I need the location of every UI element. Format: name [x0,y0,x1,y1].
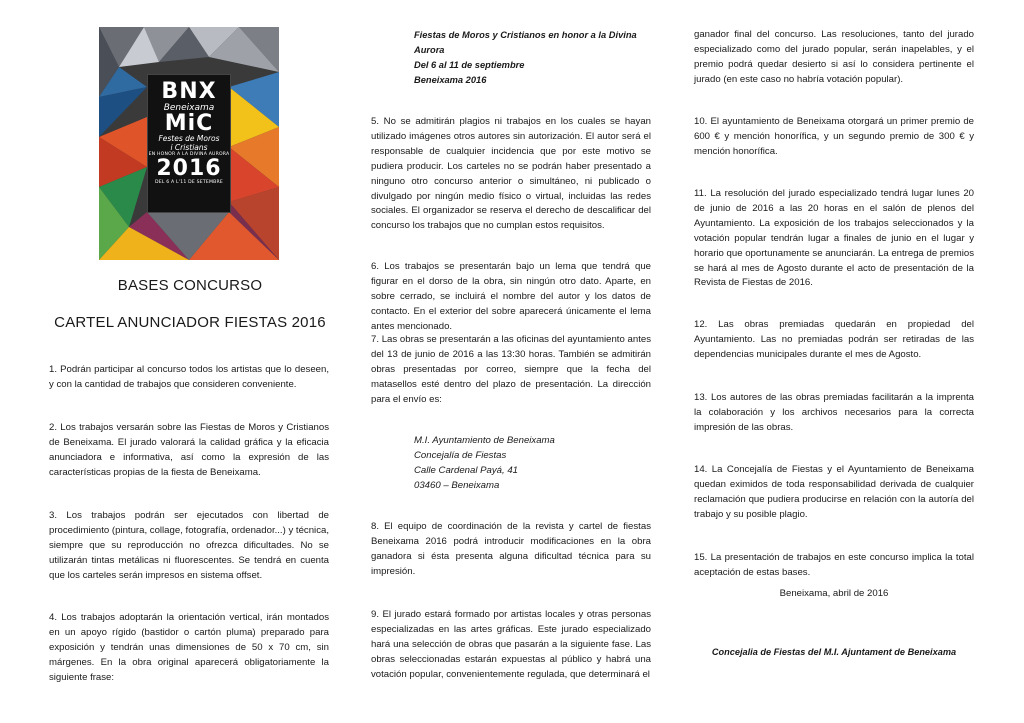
mandatory-phrase-line4: Beneixama 2016 [414,74,487,85]
mandatory-phrase-line1: Fiestas de Moros y Cristianos en honor a la Divina [414,30,637,40]
poster-honor: EN HONOR A LA DIVINA AURORA [148,152,230,157]
heading-bases-concurso: BASES CONCURSO [117,277,263,294]
mandatory-phrase [414,28,644,88]
poster-year: 2016 [156,156,222,181]
postal-address [414,434,634,494]
address-line1: M.I. Ayuntamiento de Beneixama [414,435,555,446]
clause-6: 6. Los trabajos se presentarán bajo un lema que tendrá que figurar en el dorso de la obra, sin ningún otro dato. Aparte, en sobre cerrado, se incluirá el nombre del autor y los datos de contacto. En el exterior del sobre aparecerá únicamente el lema antes mencionado. [371,261,651,332]
clause-2: 2. Los trabajos versarán sobre las Fiestas de Moros y Cristianos de Beneixama. El jurado valorará la calidad gráfica y la eficacia anunciadora e informativa, así como la expresión de las características propias de la fiesta de Beneixama. [49,422,329,478]
address-line2: Concejalía de Fiestas [414,449,507,461]
clause-7: 7. Las obras se presentarán a las oficinas del ayuntamiento antes del 13 de junio de 2016 a las 13:30 horas. También se admitirán obras presentadas por correo, siempre que la fecha del matasellos esté dentro del plazo de presentación. La dirección para el envío es: [371,334,651,405]
signature-concejalia: Concejalia de Fiestas del M.I. Ajuntament de Beneixama [711,647,957,657]
address-line4: 03460 – Beneixama [414,479,500,491]
clause-8: 8. El equipo de coordinación de la revista y cartel de fiestas Beneixama 2016 podrá introducir modificaciones en la obra ganadora si ésta presenta alguna dificultad técnica para su impresión. [371,521,651,577]
poster-mic: MiC [164,111,214,136]
clause-1: 1. Podrán participar al concurso todos los artistas que lo deseen, y con la cantidad de trabajos que consideren conveniente. [49,364,329,390]
clause-3: 3. Los trabajos podrán ser ejecutados con libertad de procedimiento (pintura, collage, fotografía, ordenador...) y técnica, siempre que su reproducción no ofrezca dificultades. No se utilizarán tintas metálicas ni fluorescentes. Se tendrá en cuenta que los carteles serán impresos en sistema offset. [49,510,329,581]
poster-beneixama: Beneixama [163,103,215,113]
clause-15: 15. La presentación de trabajos en este concurso implica la total aceptación de estas bases. [694,552,974,578]
clause-14: 14. La Concejalía de Fiestas y el Ayuntamiento de Beneixama quedan eximidos de toda responsabilidad derivada de cualquier reclamación que pudiera producirse en relación con la autoría del trabajo y su posible plagio. [694,464,974,520]
clause-13: 13. Los autores de las obras premiadas facilitarán a la imprenta la colaboración y los archivos necesarios para la correcta impresión de las obras. [694,392,974,433]
heading-cartel-anunciador: CARTEL ANUNCIADOR FIESTAS 2016 [54,314,326,331]
mandatory-phrase-line2: Aurora [414,44,445,55]
festival-poster-image [99,27,279,260]
poster-dates: DEL 6 A L'11 DE SETEMBRE [154,180,223,185]
clause-12: 12. Las obras premiadas quedarán en propiedad del Ayuntamiento. Las no premiadas podrán ser retiradas de las dependencias municipales durante el mes de Agosto. [694,319,974,360]
clause-9: 9. El jurado estará formado por artistas locales y otras personas especializadas en las artes gráficas. Este jurado especializado hará una selección de obras que pasarán a la siguiente fase. Las obras seleccionadas estarán expuestas al público y habrá una votación popular, convenientemente regulada, que determinará el [371,609,651,680]
mandatory-phrase-line3: Del 6 al 11 de septiembre [414,59,525,70]
address-line3: Calle Cardenal Payá, 41 [414,464,518,476]
poster-title-panel [147,74,231,213]
poster-festes: Festes de Moros [158,134,220,143]
clause-4: 4. Los trabajos adoptarán la orientación vertical, irán montados en un apoyo rígido (bastidor o cartón pluma) preparado para exposición y tendrán unas dimensiones de 50 x 70 cm, sin márgenes. En la obra original aparecerá obligatoriamente la siguiente frase: [49,612,329,683]
clause-9-continued: ganador final del concurso. Las resoluciones, tanto del jurado especializado como del jurado popular, serán inapelables, y el premio podrá quedar desierto si así lo considera pertinente el jurado (en este caso no habría votación popular). [694,29,974,85]
clause-5: 5. No se admitirán plagios ni trabajos en los cuales se hayan utilizado imágenes otros autores sin autorización. El autor será el responsable de cualquier incidencia que por este motivo se pudiera producir. Los carteles no se podrán haber presentado a ninguno otro concurso anterior o simultáneo, ni publicado o divulgado por ningún medio físico o virtual, incluidas las redes sociales. El organizador se reserva el derecho de descalificar del concurso los trabajos que no cumplan estos requisitos. [371,116,651,232]
poster-cristians: i Cristians [170,142,208,152]
clause-10: 10. El ayuntamiento de Beneixama otorgará un primer premio de 600 € y mención honorífica, y un segundo premio de 300 € y mención honorífica. [694,116,974,157]
document-date: Beneixama, abril de 2016 [779,588,889,599]
poster-bnx: BNX [161,79,217,104]
clause-11: 11. La resolución del jurado especializado tendrá lugar lunes 20 de junio de 2016 a las 20 horas en el salón de plenos del Ayuntamiento. La exposición de los trabajos seleccionados y la votación popular tendrán lugar a finales de junio en el lugar y horario que oportunamente se anunciarán. La entrega de premios se hará al mes de Agosto durante el acto de presentación de la Revista de Fiestas de 2016. [694,188,975,289]
